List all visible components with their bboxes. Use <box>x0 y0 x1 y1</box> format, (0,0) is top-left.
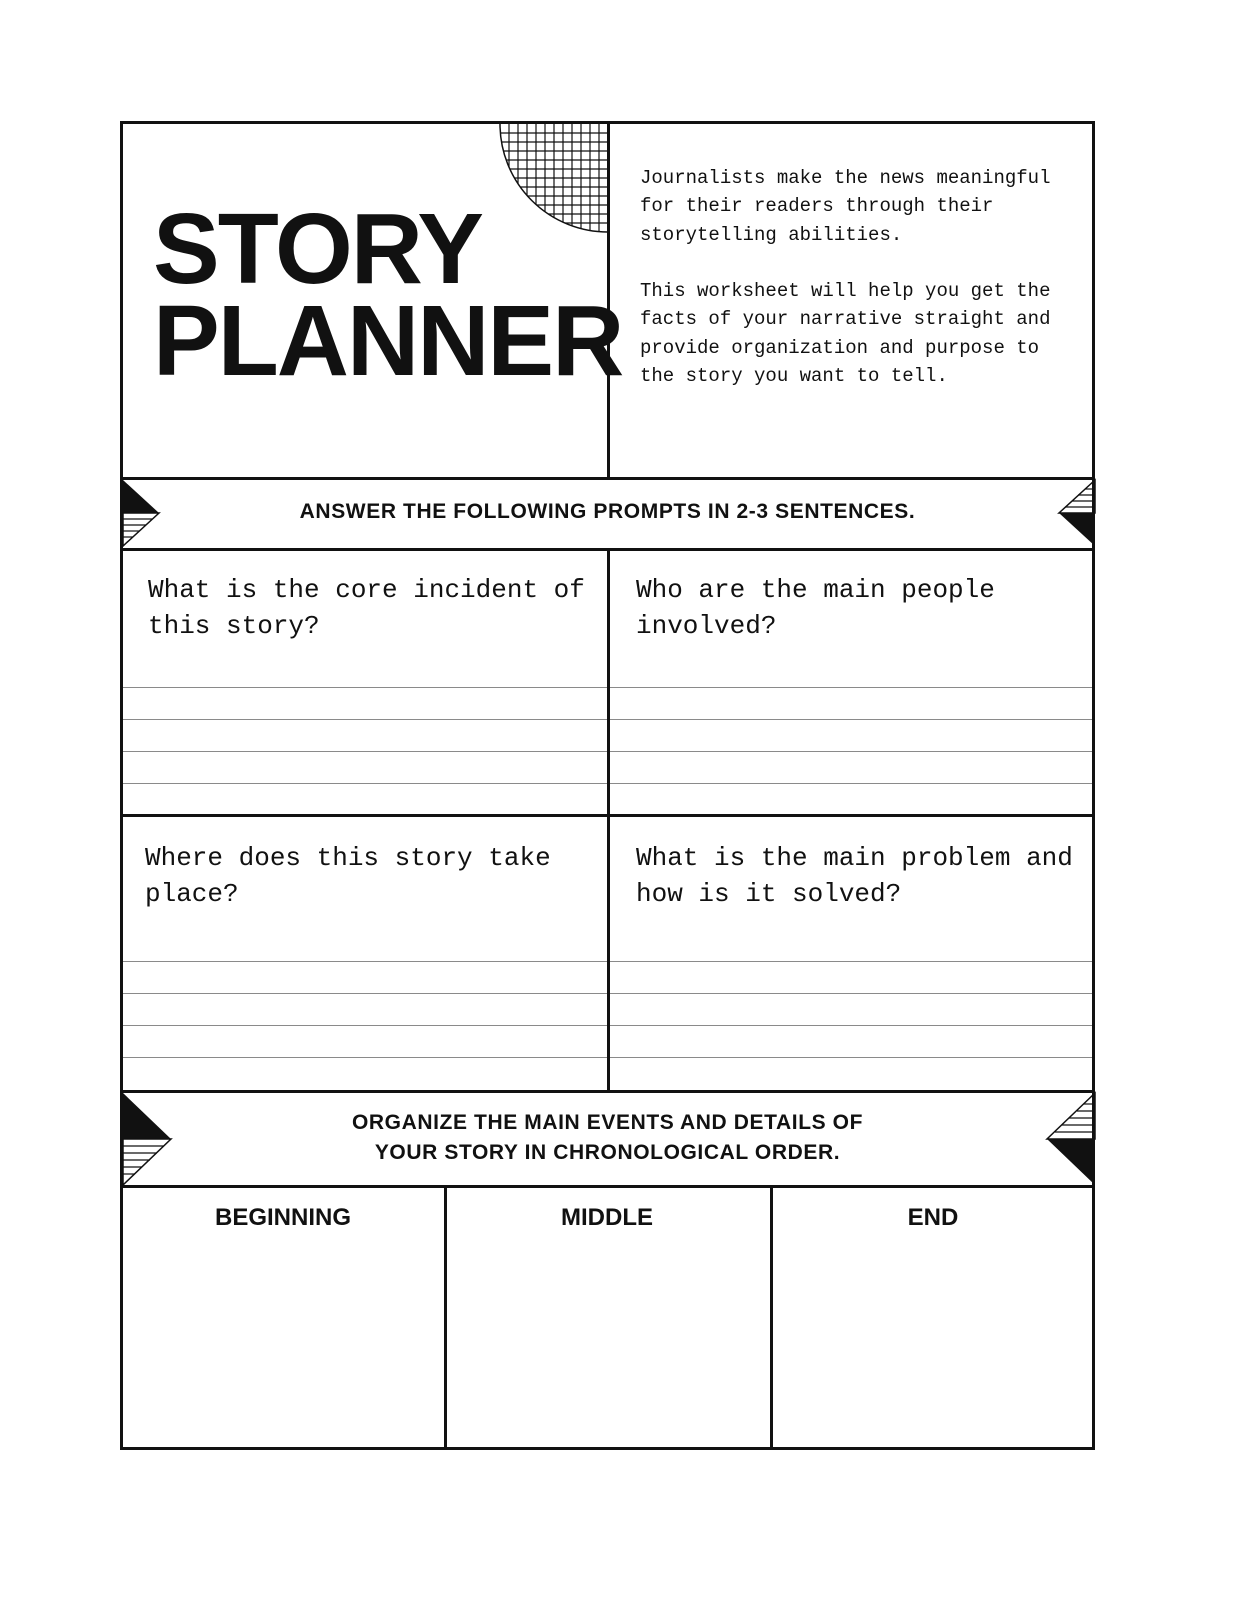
chronology-banner-line-2: YOUR STORY IN CHRONOLOGICAL ORDER. <box>374 1141 841 1164</box>
answer-line[interactable] <box>610 993 1092 994</box>
prompt-problem-solution: What is the main problem and how is it solved? <box>636 843 1073 909</box>
answer-line[interactable] <box>610 783 1092 784</box>
header-bottom-rule <box>123 477 1092 480</box>
chronology-banner-line-1: ORGANIZE THE MAIN EVENTS AND DETAILS OF <box>351 1111 864 1134</box>
title-line-1: STORY <box>153 193 482 305</box>
banner2-bottom-rule <box>123 1185 1092 1188</box>
answer-line[interactable] <box>123 1057 607 1058</box>
intro-text <box>640 164 1070 390</box>
column-beginning: BEGINNING <box>214 1204 351 1231</box>
answer-line[interactable] <box>123 783 607 784</box>
prompts-bottom-rule <box>123 1090 1092 1093</box>
prompt-setting: Where does this story take place? <box>145 843 551 909</box>
answer-line[interactable] <box>123 751 607 752</box>
answer-line[interactable] <box>610 1025 1092 1026</box>
answer-line[interactable] <box>610 687 1092 688</box>
answer-line[interactable] <box>123 719 607 720</box>
answer-line[interactable] <box>123 1025 607 1026</box>
answer-line[interactable] <box>610 1057 1092 1058</box>
header-divider <box>607 124 610 479</box>
prompts-instruction-banner: ANSWER THE FOLLOWING PROMPTS IN 2-3 SENTENCES. <box>299 500 916 523</box>
intro-paragraph-2: This worksheet will help you get the facts of your narrative straight and provide organization and purpose to the story you want to tell. <box>640 280 1051 388</box>
prompt-main-people: Who are the main people involved? <box>636 575 995 641</box>
worksheet-frame <box>120 121 1095 1450</box>
column-middle: MIDDLE <box>561 1204 653 1231</box>
answer-line[interactable] <box>610 751 1092 752</box>
prompts-divider <box>607 550 610 1093</box>
title-line-2: PLANNER <box>153 285 623 397</box>
answer-line[interactable] <box>610 719 1092 720</box>
answer-line[interactable] <box>123 961 607 962</box>
prompt-core-incident: What is the core incident of this story? <box>148 575 585 641</box>
column-end: END <box>907 1204 959 1231</box>
intro-paragraph-1: Journalists make the news meaningful for their readers through their storytelling abilities. <box>640 167 1051 246</box>
grid-quarter-circle-decoration <box>500 124 608 232</box>
prompts-middle-rule <box>123 814 1092 817</box>
answer-line[interactable] <box>123 993 607 994</box>
answer-line[interactable] <box>123 687 607 688</box>
answer-line[interactable] <box>610 961 1092 962</box>
